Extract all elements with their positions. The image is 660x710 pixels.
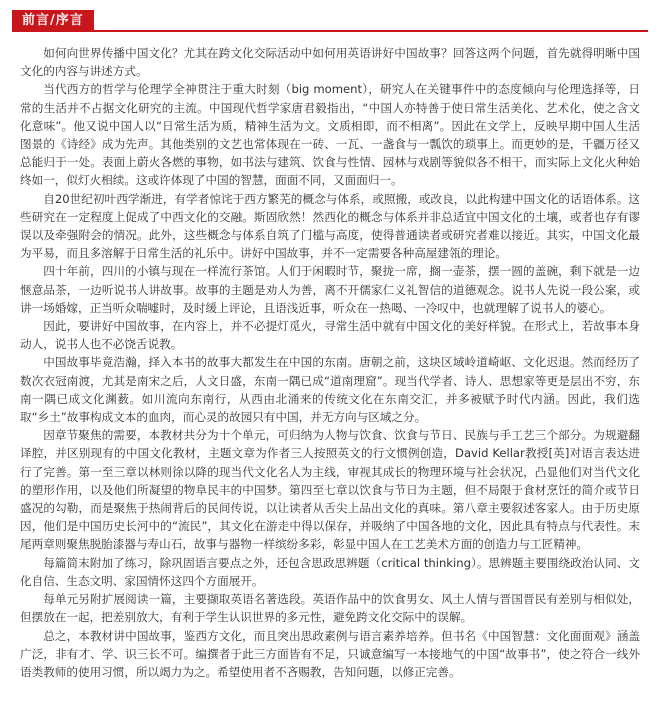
paragraph: 四十年前，四川的小镇与现在一样流行茶馆。人们于闲暇时节，聚拢一席，搁一壶茶，摆一圆的盖碗，剩下就是一边惬意品茶，一边听说书人讲故事。故事的主题是劝人为善，离不开儒家仁义礼智信的道德观念。说书人先说一段公案，或讲一场婚嫁，正当听众喘嘘时，及时缓上评论，且语浅近事，听众在一热喝、一冷叹中，也就理解了说书人的婆心。: [20, 264, 640, 315]
paragraph: 中国故事毕竟浩瀚，择入本书的故事大都发生在中国的东南。唐朝之前，这块区域岭道崎岖、文化迟退。然而经历了数次衣冠南渡，尤其是南宋之后，人文日盛，东南一隅已成“道南理窟”。现当代学者、诗人、思想家等更是层出不穷，东南一隅已成文化渊薮。如川流向东南行，从西由北涌来的传统文化在东南交汇，并多被赋予时代内涵。因此，我们选取“乡土”故事构成文本的血肉，而心灵的故园只有中国，并无方向与区域之分。: [20, 355, 640, 425]
paragraph: 如何向世界传播中国文化？尤其在跨文化交际活动中如何用英语讲好中国故事？回答这两个问题，首先就得明晰中国文化的内容与讲述方式。: [20, 46, 640, 79]
paragraph: 因此，要讲好中国故事，在内容上，并不必提灯觅火，寻常生活中就有中国文化的美好样貌。在形式上，若故事本身动人，说书人也不必饶舌说教。: [20, 319, 640, 352]
paragraph: 每单元另附扩展阅读一篇，主要撷取英语名著选段。英语作品中的饮食男女、风土人情与晋国晋民有差别与相似处，但摆放在一起，把差别放大，有利于学生认识世界的多元性，避免跨文化交际中的误解。: [20, 592, 640, 625]
section-header: [12, 10, 648, 32]
section-title-tab: 前言/序言: [12, 10, 94, 32]
preface-body: [20, 44, 640, 681]
paragraph: 每篇简末附加了练习，除巩固语言要点之外，还包含思政思辨题（critical thinking）。思辨题主要围绕政治认同、文化自信、生态文明、家国情怀这四个方面展开。: [20, 555, 640, 588]
paragraph: 当代西方的哲学与伦理学全神贯注于重大时刻（big moment），研究人在关键事件中的态度倾向与伦理选择等，日常的生活并不占据文化研究的主流。中国现代哲学家唐君毅指出，“中国人亦特善于使日常生活美化、艺术化，使之含文化意味”。他又说中国人以“日常生活为质，精神生活为文。文质相即，而不相离”。因此在文学上，反映早期中国人生活图景的《诗经》成为先声。其他类别的文艺也常体现在一砖、一瓦、一盏食与一瓢饮的琐事上。而更妙的是，千疆万径又总能归于一处。表面上蔚火各燃的事物，如书法与建筑、饮食与性情、园林与戏剧等貌似各不相干，而实际上文化火种始终如一，似灯火相续。这或许体现了中国的智慧，面面不同，又面面归一。: [20, 82, 640, 188]
paragraph: 自20世纪初叶西学渐进，有学者惊诧于西方繁芜的概念与体系，或照搬，或改良，以此构建中国文化的话语体系。这些研究在一定程度上促成了中西文化的交融。斯固欣然！然西化的概念与体系并非总适宜中国文化的土壤，或者也存有谬误以及牵强附会的情况。此外，这些概念与体系自筑了门槛与高度，使得普通读者或研究者难以接近。其实，中国文化最为平易，而且多溶解于日常生活的礼乐中。讲好中国故事，并不一定需要各种高屋建瓴的理论。: [20, 191, 640, 261]
paragraph: 总之，本教材讲中国故事，鉴西方文化，而且突出思政素例与语言素养培养。但书名《中国智慧：文化面面观》涵盖广泛，非有才、学、识三长不可。编撰者于此三方面皆有不足，只诚意编写一本接地气的中国“故事书”，使之符合一线外语类教师的使用习惯，所以竭力为之。希望使用者不吝赐教，告知问题，以修正完善。: [20, 628, 640, 679]
paragraph: 因章节聚焦的需要，本教材共分为十个单元，可归纳为人物与饮食、饮食与节日、民族与手工艺三个部分。为规避翻译腔，并区别现有的中国文化教材，主题文章为作者三人按照英文的行文惯例创造，David Kellar教授[英]对语言表达进行了完善。第一至三章以林则徐以降的现当代文化名人为主线，审视其成长的物理环境与社会状况，凸显他们对当代文化的塑形作用，以及他们所凝望的物阜民丰的中国梦。第四至七章以饮食与节日为主题，但不局限于食材烹饪的简介或节日盛况的勾勒，而是聚焦于热闹背后的民间传说，以让读者从舌尖上品出文化的真味。第八章主要叙述客家人。由于历史原因，他们是中国历史长河中的“流民”，其文化在游走中得以保存，并吸纳了中国各地的文化，因此具有特点与代表性。末尾两章则聚焦脱胎漆器与寿山石，故事与器物一样缤纷多彩，彰显中国人在工艺美术方面的创造力与工匠精神。: [20, 428, 640, 552]
